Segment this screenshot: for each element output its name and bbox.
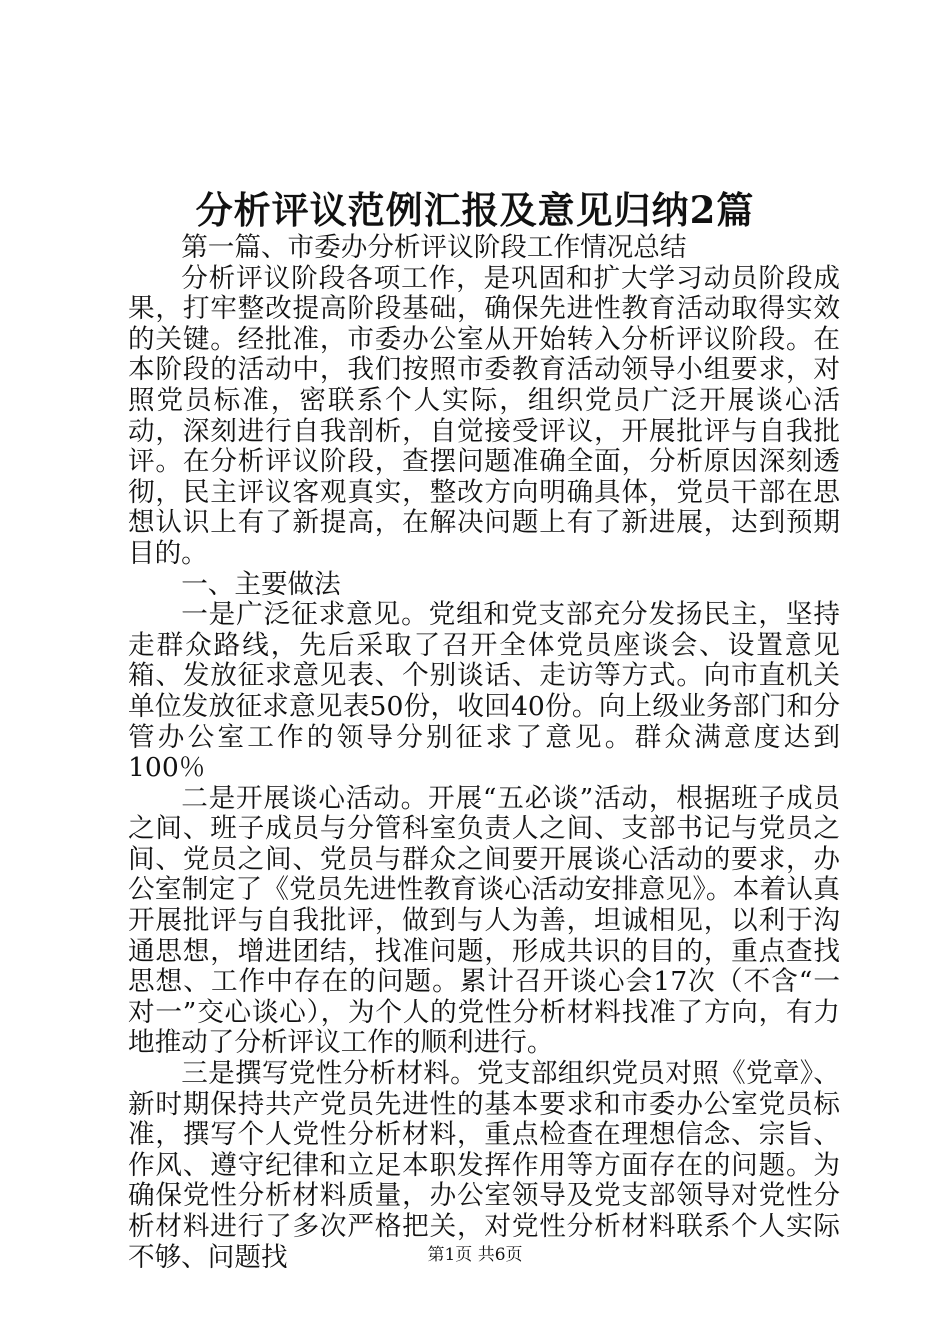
subsection-heading: 一、主要做法: [181, 568, 341, 600]
body-paragraph: 二是开展谈心活动。开展“五必谈”活动，根据班子成员之间、班子成员与分管科室负责人之间、支部书记与党员之间、党员之间、党员与群众之间要开展谈心活动的要求，办公室制定了《党员先进性教育谈心活动安排意见》。本着认真开展批评与自我批评，做到与人为善，坦诚相见，以利于沟通思想，增进团结，找准问题，形成共识的目的，重点查找思想、工作中存在的问题。累计召开谈心会17次（不含“一对一”交心谈心），为个人的党性分析材料找准了方向，有力地推动了分析评议工作的顺利进行。: [128, 782, 840, 1059]
body-paragraph: 三是撰写党性分析材料。党支部组织党员对照《党章》、新时期保持共产党员先进性的基本要求和市委办公室党员标准，撰写个人党性分析材料，重点检查在理想信念、宗旨、作风、遵守纪律和立足本职发挥作用等方面存在的问题。为确保党性分析材料质量，办公室领导及党支部领导对党性分析材料进行了多次严格把关，对党性分析材料联系个人实际不够、问题找: [128, 1058, 840, 1273]
page-footer: 第1页 共6页: [427, 1245, 523, 1265]
document-title: 分析评议范例汇报及意见归纳2篇: [195, 188, 755, 232]
body-paragraph: 一是广泛征求意见。党组和党支部充分发扬民主，坚持走群众路线，先后采取了召开全体党员座谈会、设置意见箱、发放征求意见表、个别谈话、走访等方式。向市直机关单位发放征求意见表50份，收回40份。向上级业务部门和分管办公室工作的领导分别征求了意见。群众满意度达到100％: [128, 599, 840, 784]
body-paragraph: 分析评议阶段各项工作，是巩固和扩大学习动员阶段成果，打牢整改提高阶段基础，确保先进性教育活动取得实效的关键。经批准，市委办公室从开始转入分析评议阶段。在本阶段的活动中，我们按照市委教育活动领导小组要求，对照党员标准，密联系个人实际，组织党员广泛开展谈心活动，深刻进行自我剖析，自觉接受评议，开展批评与自我批评。在分析评议阶段，查摆问题准确全面，分析原因深刻透彻，民主评议客观真实，整改方向明确具体，党员干部在思想认识上有了新提高，在解决问题上有了新进展，达到预期目的。: [128, 262, 840, 569]
document-body: [128, 233, 840, 1273]
section-heading: 第一篇、市委办分析评议阶段工作情况总结: [181, 232, 687, 263]
